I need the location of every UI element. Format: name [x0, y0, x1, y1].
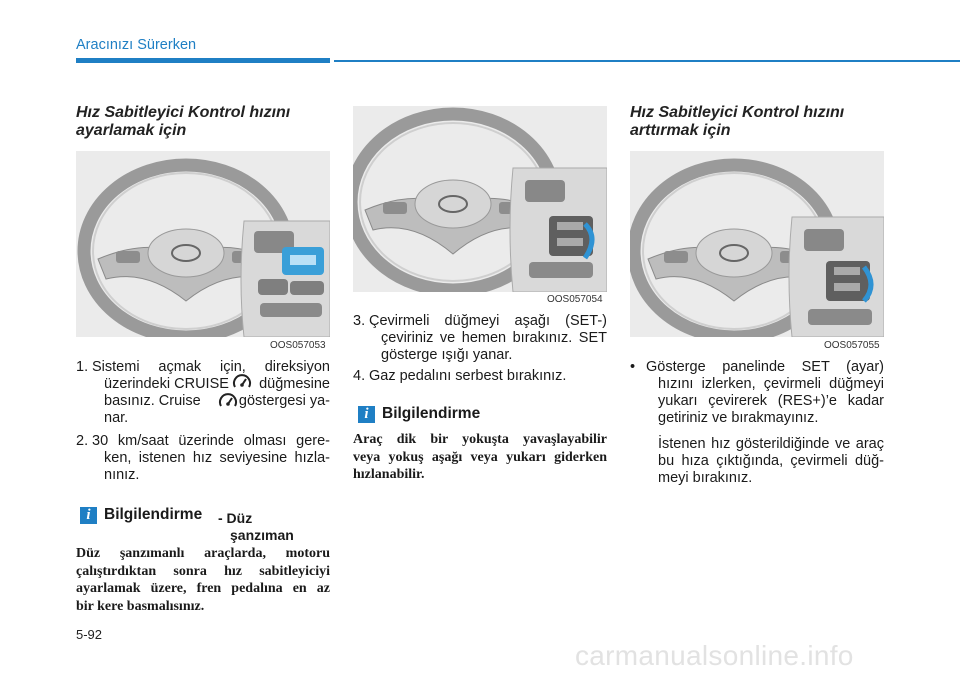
left-title-line2: ayarlamak için	[76, 122, 187, 139]
step-4-number: 4.	[353, 368, 366, 384]
left-note-subheading	[218, 510, 294, 544]
page-number: 5-92	[76, 627, 103, 642]
figure-code-3: OOS057055	[824, 340, 880, 351]
step-3	[353, 313, 607, 365]
left-note-body	[76, 545, 330, 615]
bullet-dot: •	[630, 359, 636, 375]
right-paragraph	[658, 436, 884, 487]
step-1-number: 1.	[76, 359, 89, 375]
steering-wheel-figure-1	[76, 151, 330, 337]
left-note-heading: Bilgilendirme	[104, 506, 203, 523]
step-1-line-3a: basınız. Cruise	[104, 393, 201, 409]
header-rule-thick	[76, 58, 330, 63]
step-4	[353, 368, 607, 386]
left-note-line-1: Düz şanzımanlı araçlarda, motoru	[76, 546, 330, 561]
figure-code-1: OOS057053	[270, 340, 326, 351]
watermark: carmanualsonline.info	[575, 640, 854, 671]
left-title-line1: Hız Sabitleyici Kontrol hızını	[76, 104, 291, 121]
step-2-line-2: ken, istenen hız seviyesine hızla-	[104, 450, 330, 466]
step-3-line-3: gösterge ışığı yanar.	[381, 347, 513, 363]
left-note-line-2: çalıştırdıktan sonra hız sabitleyiciyi	[76, 563, 330, 579]
right-section-title	[630, 104, 844, 140]
section-header: Aracınızı Sürerken	[76, 37, 197, 53]
step-3-number: 3.	[353, 313, 366, 329]
step-1-line-1: Sistemi açmak için, direksiyon	[92, 359, 330, 375]
bullet-line-2: hızını izlerken, çevirmeli düğmeyi	[658, 376, 884, 392]
step-2-line-1: 30 km/saat üzerinde olması gere-	[92, 433, 330, 449]
step-2	[76, 433, 330, 485]
steering-wheel-figure-3	[630, 151, 884, 337]
step-4-line-1: Gaz pedalını serbest bırakınız.	[369, 368, 567, 384]
bullet-line-4: getiriniz ve bırakmayınız.	[658, 410, 819, 426]
step-1	[76, 359, 330, 429]
left-note-line-3: ayarlamak üzere, fren pedalına en az	[76, 581, 330, 596]
right-para-line-2: bu hıza çıktığında, çevirmeli düğ-	[658, 453, 884, 469]
step-1-line-3b: göstergesi ya-	[238, 393, 330, 409]
info-icon: i	[358, 406, 375, 423]
bullet-item	[630, 359, 884, 431]
left-section-title	[76, 104, 290, 140]
middle-note-body	[353, 431, 607, 484]
steering-wheel-figure-2	[353, 106, 607, 292]
figure-code-2: OOS057054	[547, 294, 603, 305]
middle-note-line-3: hızlanabilir.	[353, 467, 425, 482]
middle-note-heading: Bilgilendirme	[382, 405, 481, 422]
middle-note-line-2: veya yokuş aşağı veya yukarı giderken	[353, 449, 607, 465]
header-rule-thin	[334, 60, 960, 62]
step-3-line-2: çeviriniz ve hemen bırakınız. SET	[381, 330, 607, 346]
right-title-line1: Hız Sabitleyici Kontrol hızını	[630, 104, 845, 121]
step-1-line-4: nar.	[104, 410, 129, 426]
bullet-line-1: Gösterge panelinde SET (ayar)	[646, 359, 884, 375]
middle-note-line-1: Araç dik bir yokuşta yavaşlayabilir	[353, 432, 607, 447]
right-para-line-1: İstenen hız gösterildiğinde ve araç	[658, 436, 884, 452]
step-1-line-2a: üzerindeki CRUISE	[104, 376, 229, 392]
info-icon: i	[80, 507, 97, 524]
step-1-line-2b: düğmesine	[259, 376, 330, 392]
step-2-line-3: nınız.	[104, 467, 140, 483]
step-3-line-1: Çevirmeli düğmeyi aşağı (SET-)	[369, 313, 607, 329]
left-note-line-4: bir kere basmalısınız.	[76, 598, 205, 614]
left-note-subheading-1: - Düz	[218, 510, 253, 526]
bullet-line-3: yukarı çevirerek (RES+)’e kadar	[658, 393, 884, 409]
right-title-line2: arttırmak için	[630, 122, 731, 139]
left-note-subheading-2: şanzıman	[230, 527, 294, 543]
step-2-number: 2.	[76, 433, 89, 449]
cruise-indicator-icon	[218, 392, 238, 417]
right-para-line-3: meyi bırakınız.	[658, 470, 753, 486]
